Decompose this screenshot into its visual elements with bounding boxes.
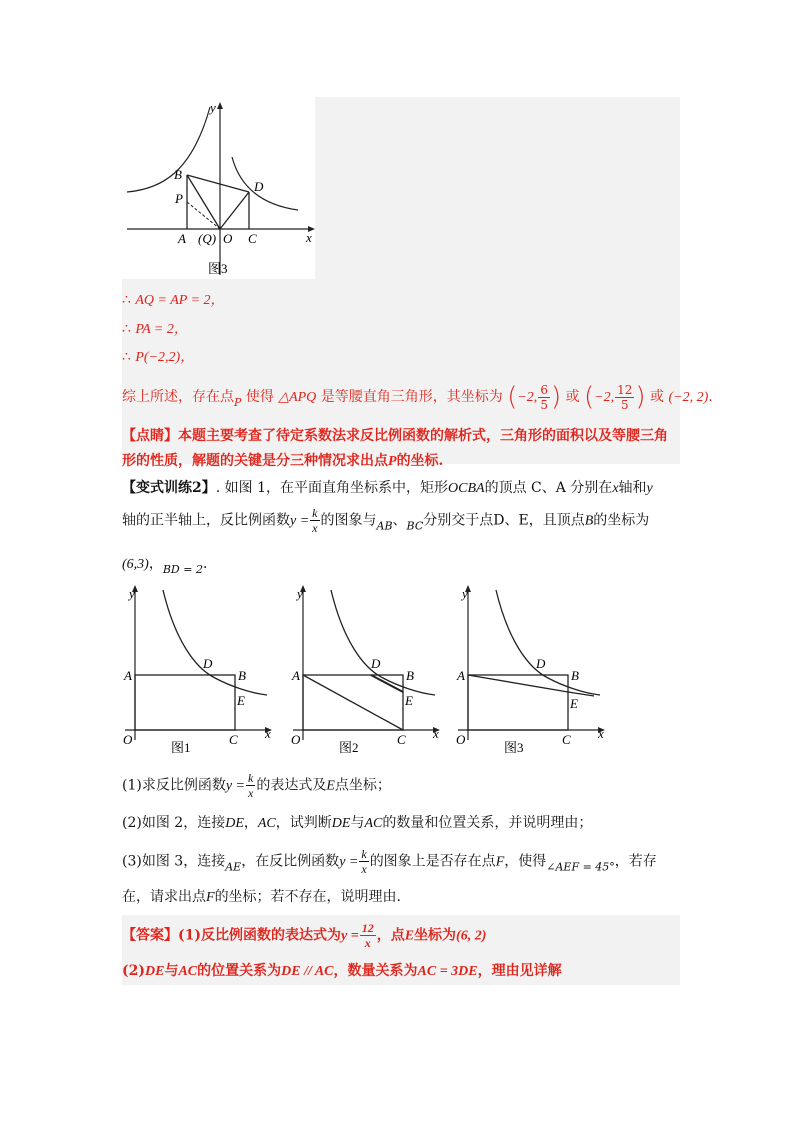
fig3-x: x (598, 726, 604, 741)
figure-3 (456, 585, 605, 755)
exercise-label: 【变式训练2】 (122, 480, 216, 496)
fig3-b: B (571, 668, 579, 683)
fig1-d: D (203, 656, 213, 671)
fig3-d: D (536, 656, 546, 671)
comment-line-1 (122, 425, 668, 445)
fig3-y: y (462, 586, 468, 601)
step-1-text: AQ = AP = 2， (135, 293, 225, 308)
or-1: 或 (565, 389, 580, 405)
top-fig-point-o: O (223, 231, 233, 246)
question-2: (2)如图 2，连接DE，AC，试判断DE与AC的数量和位置关系，并说明理由； (122, 815, 593, 831)
b-coordinate: (6,3) (122, 557, 149, 572)
summary-text-1: 综上所述，存在点 (122, 389, 234, 405)
function-lhs: y = (290, 513, 310, 529)
figure-1 (123, 585, 272, 755)
step-2 (122, 318, 188, 338)
fig2-o: O (291, 732, 301, 747)
answer-line-2: (2)DE与AC的位置关系为DE // AC，数量关系为AC = 3DE，理由见详解 (122, 963, 562, 979)
answer-line-1: 【答案】(1)反比例函数的表达式为y = $\frac{12}{x}$ ，点E坐标为(6, 2) (122, 921, 487, 950)
fig3-a: A (457, 668, 465, 683)
question-3: (3)如图 3，连接$_{AE}$，在反比例函数y = $\frac{k}{x}$ 的图象上是否存在点F，使得$_{\angle AEF = 45^\circ}$，若存 (122, 847, 657, 876)
figure-2 (291, 585, 440, 755)
comment-text-1: 本题主要考查了待定系数法求反比例函数的解析式，三角形的面积以及等腰三角 (178, 428, 668, 444)
comment-text-2: 形的性质，解题的关键是分三种情况求出点 (122, 453, 388, 469)
parallel-relation: DE // AC (281, 964, 334, 979)
fig1-o: O (123, 732, 133, 747)
fig1-b: B (238, 668, 246, 683)
summary-triangle: △APQ (278, 390, 317, 405)
angle-condition: ∠AEF = 45° (546, 860, 615, 874)
top-fig-y-label: y (210, 100, 216, 115)
coord-1-frac: $\frac{6}{5}$ (540, 382, 548, 412)
therefore-symbol: ∴ (122, 292, 131, 308)
coord-2-x: −2, (594, 390, 615, 405)
fig1-e: E (237, 693, 245, 708)
fig2-b: B (406, 668, 414, 683)
fig1-x: x (265, 726, 271, 741)
e-coordinate: (6, 2) (456, 928, 487, 944)
coord-3: (−2, 2) (668, 390, 709, 405)
top-fig-point-a: A (178, 231, 186, 246)
coord-2-frac: $\frac{12}{5}$ (617, 382, 633, 412)
fig3-c: C (562, 732, 571, 747)
therefore-symbol: ∴ (122, 321, 131, 337)
top-fig-point-p: P (175, 191, 183, 206)
exercise-line-2: 轴的正半轴上，反比例函数y = $\frac{k}{x}$ 的图象与$_{AB}$、$_{BC}$分别交于点D、E，且顶点B的坐标为 (122, 506, 650, 535)
fig2-x: x (433, 726, 439, 741)
fig2-e: E (405, 693, 413, 708)
fig2-d: D (371, 656, 381, 671)
comment-line-2 (122, 450, 443, 470)
fig3-caption: 图3 (504, 740, 524, 755)
therefore-symbol: ∴ (122, 349, 131, 365)
bd-length: BD = 2 (162, 563, 203, 576)
summary-point: P (234, 396, 242, 409)
top-fig-point-b: B (174, 167, 182, 182)
fig2-a: A (292, 668, 300, 683)
exercise-line-3: (6,3)，$_{BD = 2}$. (122, 556, 208, 576)
top-figure (122, 97, 315, 279)
comment-text-3: 的坐标. (396, 453, 444, 469)
exercise-figures (0, 580, 800, 760)
fig2-c: C (397, 732, 406, 747)
q3-frac: $\frac{k}{x}$ (361, 847, 367, 876)
question-3-cont: 在，请求出点F的坐标；若不存在，说明理由. (122, 889, 402, 905)
answer-label: 【答案】 (122, 927, 178, 944)
fig3-o: O (456, 732, 466, 747)
top-fig-point-q: (Q) (198, 231, 217, 246)
fig2-y: y (297, 586, 303, 601)
fig1-caption: 图1 (171, 740, 191, 755)
fig2-caption: 图2 (339, 740, 359, 755)
question-1: (1)求反比例函数y = $\frac{k}{x}$ 的表达式及E点坐标； (122, 771, 391, 800)
top-fig-point-d: D (254, 179, 264, 194)
fig1-y: y (129, 586, 135, 601)
length-relation: AC = 3DE (417, 964, 478, 979)
step-3 (122, 346, 194, 366)
step-3-text: P(−2,2)， (135, 350, 195, 365)
exercise-line-1: 【变式训练2】. 如图 1，在平面直角坐标系中，矩形OCBA的顶点 C、A 分别在x轴和y (122, 480, 653, 496)
top-fig-caption: 图3 (208, 261, 228, 276)
q1-frac: $\frac{k}{x}$ (248, 771, 254, 800)
top-fig-point-c: C (248, 231, 257, 246)
rect-name: OCBA (448, 481, 485, 496)
step-1 (122, 289, 225, 309)
comment-label: 【点睛】 (122, 428, 178, 444)
answer-frac: $\frac{12}{x}$ (361, 921, 374, 950)
function-frac: $\frac{k}{x}$ (312, 506, 318, 535)
fig1-a: A (124, 668, 132, 683)
or-2: 或 (650, 389, 665, 405)
fig3-e: E (570, 696, 578, 711)
fig1-c: C (229, 732, 238, 747)
top-fig-x-label: x (306, 230, 312, 245)
top-figure-svg (122, 97, 315, 279)
step-2-text: PA = 2， (135, 322, 188, 337)
coord-1-x: −2, (517, 390, 538, 405)
summary-line: 综上所述，存在点$_P$ 使得 △APQ 是等腰直角三角形，其坐标为 (−2, $\frac{6}{5}$ ) 或 (−2, $\frac{12}{5}$ ) 或 (−2, 2). (122, 382, 713, 412)
summary-text-2: 使得 (245, 389, 274, 405)
comment-point: P (388, 454, 397, 469)
summary-text-3: 是等腰直角三角形，其坐标为 (320, 389, 503, 405)
